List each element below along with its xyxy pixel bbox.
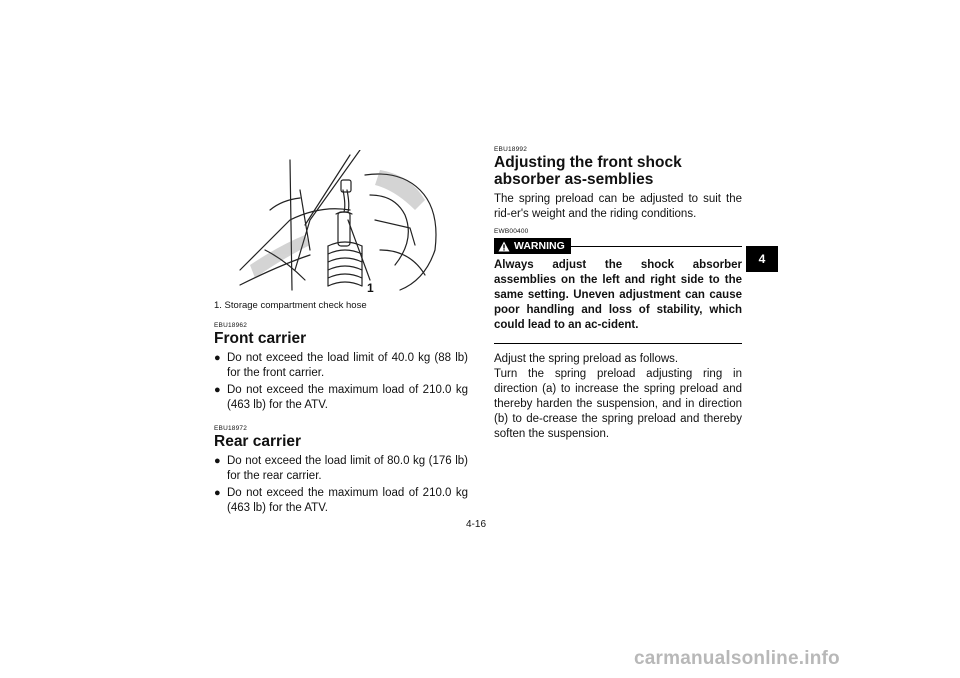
rear-carrier-list: [214, 454, 468, 516]
rear-carrier-title: Rear carrier: [214, 433, 302, 450]
bullet-icon: ●: [214, 487, 221, 499]
bullet-icon: ●: [214, 455, 221, 467]
warning-badge: [494, 238, 571, 254]
shock-code: EBU18992: [494, 146, 528, 153]
bullet-icon: ●: [214, 384, 221, 396]
warning-label: WARNING: [514, 240, 565, 252]
right-column: [494, 146, 742, 442]
list-item: [214, 351, 468, 381]
illustration-drawing: [210, 150, 460, 296]
bullet-icon: ●: [214, 352, 221, 364]
warning-rule: [571, 246, 742, 247]
page-number: 4-16: [466, 519, 487, 530]
warning-bottom-rule: [494, 343, 742, 344]
watermark: carmanualsonline.info: [634, 648, 840, 669]
front-carrier-title: Front carrier: [214, 330, 307, 347]
bullet-text: Do not exceed the load limit of 40.0 kg (88 lb) for the front carrier.: [227, 352, 468, 379]
shock-paragraph-2: Turn the spring preload adjusting ring in direction (a) to increase the spring preload and thereby harden the suspension, and in direction (b) to de-crease the spring preload and thereby soften the suspension.: [494, 368, 742, 440]
bullet-text: Do not exceed the maximum load of 210.0 kg (463 lb) for the ATV.: [227, 487, 468, 514]
warning-triangle-icon: [498, 241, 510, 252]
left-column: [214, 322, 468, 526]
bullet-text: Do not exceed the load limit of 80.0 kg (176 lb) for the rear carrier.: [227, 455, 468, 482]
shock-title: Adjusting the front shock absorber as-semblies: [494, 154, 682, 188]
list-item: [214, 454, 468, 484]
section-tab: 4: [746, 246, 778, 272]
front-carrier-code: EBU18962: [214, 322, 248, 329]
rear-carrier-code: EBU18972: [214, 425, 248, 432]
front-carrier-list: [214, 351, 468, 413]
warning-text: Always adjust the shock absorber assemblies on the left and right side to the same setting. Uneven adjustment can cause poor handling and loss of stability, which could lead to an ac-cident.: [494, 259, 742, 331]
warning-code: EWB00400: [494, 228, 529, 235]
figure-callout: 1: [367, 281, 374, 295]
list-item: [214, 486, 468, 516]
list-item: [214, 383, 468, 413]
shock-paragraph-1: Adjust the spring preload as follows.: [494, 353, 679, 365]
shock-intro: The spring preload can be adjusted to suit the rid-er's weight and the riding conditions.: [494, 193, 742, 220]
figure-caption: 1. Storage compartment check hose: [214, 300, 367, 311]
warning-header: [494, 238, 742, 254]
shock-absorber-illustration: [210, 150, 460, 296]
bullet-text: Do not exceed the maximum load of 210.0 kg (463 lb) for the ATV.: [227, 384, 468, 411]
